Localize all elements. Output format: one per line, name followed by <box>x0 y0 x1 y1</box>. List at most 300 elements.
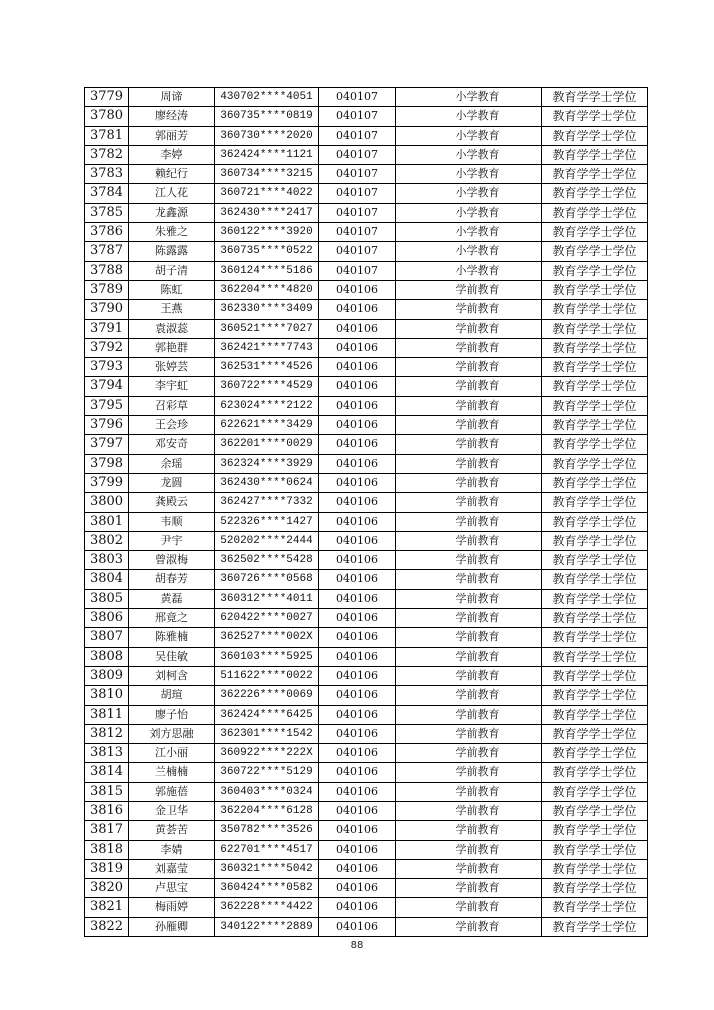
name-cell: 吴佳敏 <box>129 647 215 666</box>
table-row <box>85 628 648 647</box>
degree-cell: 教育学学士学位 <box>542 531 648 550</box>
table-row <box>85 145 648 164</box>
serial-number-cell: 3821 <box>85 898 129 917</box>
table-row <box>85 531 648 550</box>
name-cell: 孙雁卿 <box>129 917 215 936</box>
major-cell: 学前教育 <box>396 898 542 917</box>
table-body <box>85 88 648 937</box>
degree-cell: 教育学学士学位 <box>542 223 648 242</box>
major-cell: 小学教育 <box>396 242 542 261</box>
serial-number-cell: 3798 <box>85 454 129 473</box>
major-code-cell: 040107 <box>319 242 396 261</box>
major-code-cell: 040107 <box>319 184 396 203</box>
major-code-cell: 040106 <box>319 840 396 859</box>
major-code-cell: 040106 <box>319 705 396 724</box>
table-row <box>85 647 648 666</box>
major-cell: 学前教育 <box>396 744 542 763</box>
major-cell: 学前教育 <box>396 628 542 647</box>
table-row <box>85 358 648 377</box>
major-cell: 学前教育 <box>396 512 542 531</box>
major-cell: 学前教育 <box>396 435 542 454</box>
table-row <box>85 223 648 242</box>
name-cell: 邓安奇 <box>129 435 215 454</box>
id-number-cell: 430702****4051 <box>215 88 319 107</box>
degree-cell: 教育学学士学位 <box>542 493 648 512</box>
page-number: 88 <box>350 940 364 951</box>
table-row <box>85 493 648 512</box>
id-number-cell: 362201****0029 <box>215 435 319 454</box>
major-cell: 学前教育 <box>396 454 542 473</box>
name-cell: 金卫华 <box>129 801 215 820</box>
major-code-cell: 040106 <box>319 724 396 743</box>
id-number-cell: 362430****2417 <box>215 203 319 222</box>
name-cell: 兰楠楠 <box>129 763 215 782</box>
serial-number-cell: 3813 <box>85 744 129 763</box>
major-cell: 学前教育 <box>396 473 542 492</box>
degree-cell: 教育学学士学位 <box>542 280 648 299</box>
table-row <box>85 859 648 878</box>
id-number-cell: 350782****3526 <box>215 821 319 840</box>
id-number-cell: 362301****1542 <box>215 724 319 743</box>
serial-number-cell: 3807 <box>85 628 129 647</box>
major-code-cell: 040106 <box>319 396 396 415</box>
table-row <box>85 280 648 299</box>
serial-number-cell: 3796 <box>85 416 129 435</box>
major-code-cell: 040106 <box>319 589 396 608</box>
major-code-cell: 040106 <box>319 473 396 492</box>
major-code-cell: 040106 <box>319 280 396 299</box>
id-number-cell: 622621****3429 <box>215 416 319 435</box>
major-code-cell: 040106 <box>319 821 396 840</box>
degree-cell: 教育学学士学位 <box>542 358 648 377</box>
id-number-cell: 362424****6425 <box>215 705 319 724</box>
major-cell: 小学教育 <box>396 88 542 107</box>
major-code-cell: 040106 <box>319 454 396 473</box>
serial-number-cell: 3788 <box>85 261 129 280</box>
name-cell: 李婷 <box>129 145 215 164</box>
name-cell: 刘柯含 <box>129 666 215 685</box>
degree-cell: 教育学学士学位 <box>542 396 648 415</box>
major-code-cell: 040107 <box>319 126 396 145</box>
major-code-cell: 040106 <box>319 338 396 357</box>
id-number-cell: 362226****0069 <box>215 686 319 705</box>
table-row <box>85 435 648 454</box>
name-cell: 陈雅楠 <box>129 628 215 647</box>
id-number-cell: 362228****4422 <box>215 898 319 917</box>
major-code-cell: 040106 <box>319 744 396 763</box>
serial-number-cell: 3817 <box>85 821 129 840</box>
name-cell: 龚殿云 <box>129 493 215 512</box>
id-number-cell: 360424****0582 <box>215 879 319 898</box>
name-cell: 郭施蓓 <box>129 782 215 801</box>
serial-number-cell: 3781 <box>85 126 129 145</box>
name-cell: 龙鑫源 <box>129 203 215 222</box>
name-cell: 廖经涛 <box>129 107 215 126</box>
serial-number-cell: 3789 <box>85 280 129 299</box>
name-cell: 胡春芳 <box>129 570 215 589</box>
degree-cell: 教育学学士学位 <box>542 126 648 145</box>
name-cell: 王燕 <box>129 300 215 319</box>
degree-cell: 教育学学士学位 <box>542 300 648 319</box>
degree-cell: 教育学学士学位 <box>542 107 648 126</box>
serial-number-cell: 3812 <box>85 724 129 743</box>
serial-number-cell: 3787 <box>85 242 129 261</box>
id-number-cell: 360922****222X <box>215 744 319 763</box>
degree-cell: 教育学学士学位 <box>542 724 648 743</box>
table-row <box>85 319 648 338</box>
major-cell: 学前教育 <box>396 493 542 512</box>
serial-number-cell: 3820 <box>85 879 129 898</box>
major-cell: 学前教育 <box>396 705 542 724</box>
major-cell: 学前教育 <box>396 801 542 820</box>
major-code-cell: 040107 <box>319 203 396 222</box>
id-number-cell: 362502****5428 <box>215 551 319 570</box>
id-number-cell: 362527****002X <box>215 628 319 647</box>
major-cell: 小学教育 <box>396 184 542 203</box>
serial-number-cell: 3786 <box>85 223 129 242</box>
id-number-cell: 360321****5042 <box>215 859 319 878</box>
name-cell: 陈露露 <box>129 242 215 261</box>
table-row <box>85 300 648 319</box>
name-cell: 李婧 <box>129 840 215 859</box>
major-code-cell: 040106 <box>319 686 396 705</box>
degree-cell: 教育学学士学位 <box>542 88 648 107</box>
degree-cell: 教育学学士学位 <box>542 879 648 898</box>
major-code-cell: 040106 <box>319 666 396 685</box>
id-number-cell: 622701****4517 <box>215 840 319 859</box>
id-number-cell: 360312****4011 <box>215 589 319 608</box>
major-cell: 学前教育 <box>396 531 542 550</box>
table-row <box>85 416 648 435</box>
degree-cell: 教育学学士学位 <box>542 628 648 647</box>
serial-number-cell: 3780 <box>85 107 129 126</box>
major-cell: 小学教育 <box>396 203 542 222</box>
name-cell: 尹宇 <box>129 531 215 550</box>
table-row <box>85 107 648 126</box>
id-number-cell: 360730****2020 <box>215 126 319 145</box>
major-cell: 学前教育 <box>396 551 542 570</box>
name-cell: 龙圆 <box>129 473 215 492</box>
id-number-cell: 360122****3920 <box>215 223 319 242</box>
degree-cell: 教育学学士学位 <box>542 338 648 357</box>
name-cell: 王会珍 <box>129 416 215 435</box>
id-number-cell: 360722****4529 <box>215 377 319 396</box>
major-code-cell: 040106 <box>319 782 396 801</box>
serial-number-cell: 3803 <box>85 551 129 570</box>
major-cell: 学前教育 <box>396 821 542 840</box>
serial-number-cell: 3800 <box>85 493 129 512</box>
serial-number-cell: 3801 <box>85 512 129 531</box>
major-code-cell: 040106 <box>319 358 396 377</box>
table-row <box>85 917 648 936</box>
id-number-cell: 362421****7743 <box>215 338 319 357</box>
degree-cell: 教育学学士学位 <box>542 744 648 763</box>
major-cell: 小学教育 <box>396 145 542 164</box>
table-row <box>85 338 648 357</box>
id-number-cell: 360734****3215 <box>215 165 319 184</box>
name-cell: 江小丽 <box>129 744 215 763</box>
id-number-cell: 362424****1121 <box>215 145 319 164</box>
id-number-cell: 360726****0568 <box>215 570 319 589</box>
major-code-cell: 040106 <box>319 300 396 319</box>
serial-number-cell: 3810 <box>85 686 129 705</box>
table-row <box>85 165 648 184</box>
major-cell: 学前教育 <box>396 300 542 319</box>
serial-number-cell: 3792 <box>85 338 129 357</box>
major-cell: 学前教育 <box>396 609 542 628</box>
degree-cell: 教育学学士学位 <box>542 859 648 878</box>
degree-cell: 教育学学士学位 <box>542 512 648 531</box>
table-row <box>85 609 648 628</box>
degree-cell: 教育学学士学位 <box>542 377 648 396</box>
major-code-cell: 040106 <box>319 551 396 570</box>
table-row <box>85 898 648 917</box>
table-row <box>85 512 648 531</box>
serial-number-cell: 3797 <box>85 435 129 454</box>
major-code-cell: 040107 <box>319 223 396 242</box>
serial-number-cell: 3791 <box>85 319 129 338</box>
major-cell: 学前教育 <box>396 280 542 299</box>
table-row <box>85 763 648 782</box>
major-code-cell: 040106 <box>319 879 396 898</box>
name-cell: 刘嘉莹 <box>129 859 215 878</box>
id-number-cell: 362430****0624 <box>215 473 319 492</box>
id-number-cell: 520202****2444 <box>215 531 319 550</box>
id-number-cell: 360735****0819 <box>215 107 319 126</box>
major-code-cell: 040107 <box>319 165 396 184</box>
name-cell: 胡瑄 <box>129 686 215 705</box>
name-cell: 朱雅之 <box>129 223 215 242</box>
id-number-cell: 623024****2122 <box>215 396 319 415</box>
major-code-cell: 040106 <box>319 493 396 512</box>
degree-cell: 教育学学士学位 <box>542 821 648 840</box>
name-cell: 余瑶 <box>129 454 215 473</box>
table-row <box>85 570 648 589</box>
table-row <box>85 261 648 280</box>
serial-number-cell: 3818 <box>85 840 129 859</box>
id-number-cell: 362427****7332 <box>215 493 319 512</box>
serial-number-cell: 3794 <box>85 377 129 396</box>
name-cell: 黄荟苦 <box>129 821 215 840</box>
major-code-cell: 040106 <box>319 647 396 666</box>
name-cell: 江人花 <box>129 184 215 203</box>
id-number-cell: 360103****5925 <box>215 647 319 666</box>
degree-cell: 教育学学士学位 <box>542 647 648 666</box>
id-number-cell: 362330****3409 <box>215 300 319 319</box>
degree-cell: 教育学学士学位 <box>542 435 648 454</box>
major-cell: 小学教育 <box>396 165 542 184</box>
major-code-cell: 040106 <box>319 801 396 820</box>
name-cell: 韦顺 <box>129 512 215 531</box>
name-cell: 张婷芸 <box>129 358 215 377</box>
id-number-cell: 362204****6128 <box>215 801 319 820</box>
major-code-cell: 040107 <box>319 145 396 164</box>
table-row <box>85 782 648 801</box>
degree-cell: 教育学学士学位 <box>542 473 648 492</box>
table-row <box>85 686 648 705</box>
degree-cell: 教育学学士学位 <box>542 801 648 820</box>
degree-cell: 教育学学士学位 <box>542 589 648 608</box>
name-cell: 曾淑梅 <box>129 551 215 570</box>
serial-number-cell: 3785 <box>85 203 129 222</box>
major-code-cell: 040106 <box>319 628 396 647</box>
name-cell: 赖纪行 <box>129 165 215 184</box>
table-row <box>85 879 648 898</box>
degree-cell: 教育学学士学位 <box>542 184 648 203</box>
table-row <box>85 377 648 396</box>
serial-number-cell: 3822 <box>85 917 129 936</box>
name-cell: 卢思宝 <box>129 879 215 898</box>
serial-number-cell: 3809 <box>85 666 129 685</box>
serial-number-cell: 3815 <box>85 782 129 801</box>
serial-number-cell: 3795 <box>85 396 129 415</box>
degree-cell: 教育学学士学位 <box>542 782 648 801</box>
major-cell: 学前教育 <box>396 396 542 415</box>
major-cell: 学前教育 <box>396 782 542 801</box>
serial-number-cell: 3806 <box>85 609 129 628</box>
id-number-cell: 620422****0027 <box>215 609 319 628</box>
table-row <box>85 88 648 107</box>
major-cell: 学前教育 <box>396 666 542 685</box>
major-cell: 学前教育 <box>396 840 542 859</box>
table-row <box>85 821 648 840</box>
table-row <box>85 454 648 473</box>
major-cell: 学前教育 <box>396 686 542 705</box>
graduate-degree-table <box>84 87 648 937</box>
name-cell: 邢竟之 <box>129 609 215 628</box>
degree-cell: 教育学学士学位 <box>542 609 648 628</box>
degree-cell: 教育学学士学位 <box>542 242 648 261</box>
major-cell: 学前教育 <box>396 358 542 377</box>
table-row <box>85 840 648 859</box>
major-cell: 小学教育 <box>396 223 542 242</box>
major-cell: 小学教育 <box>396 126 542 145</box>
id-number-cell: 362204****4820 <box>215 280 319 299</box>
table-row <box>85 242 648 261</box>
table-row <box>85 666 648 685</box>
major-code-cell: 040106 <box>319 319 396 338</box>
major-code-cell: 040106 <box>319 531 396 550</box>
degree-cell: 教育学学士学位 <box>542 261 648 280</box>
table-row <box>85 473 648 492</box>
major-cell: 学前教育 <box>396 763 542 782</box>
id-number-cell: 360124****5186 <box>215 261 319 280</box>
serial-number-cell: 3814 <box>85 763 129 782</box>
id-number-cell: 360721****4022 <box>215 184 319 203</box>
table-row <box>85 184 648 203</box>
serial-number-cell: 3793 <box>85 358 129 377</box>
major-cell: 学前教育 <box>396 589 542 608</box>
degree-cell: 教育学学士学位 <box>542 416 648 435</box>
name-cell: 刘方思融 <box>129 724 215 743</box>
id-number-cell: 522326****1427 <box>215 512 319 531</box>
degree-cell: 教育学学士学位 <box>542 686 648 705</box>
name-cell: 黄磊 <box>129 589 215 608</box>
major-code-cell: 040106 <box>319 377 396 396</box>
table-row <box>85 203 648 222</box>
id-number-cell: 360521****7027 <box>215 319 319 338</box>
major-cell: 学前教育 <box>396 859 542 878</box>
serial-number-cell: 3784 <box>85 184 129 203</box>
major-code-cell: 040106 <box>319 898 396 917</box>
major-code-cell: 040106 <box>319 859 396 878</box>
major-cell: 学前教育 <box>396 319 542 338</box>
table-row <box>85 744 648 763</box>
name-cell: 梅雨婷 <box>129 898 215 917</box>
degree-cell: 教育学学士学位 <box>542 705 648 724</box>
major-code-cell: 040107 <box>319 88 396 107</box>
serial-number-cell: 3816 <box>85 801 129 820</box>
id-number-cell: 511622****0022 <box>215 666 319 685</box>
id-number-cell: 362531****4526 <box>215 358 319 377</box>
major-cell: 小学教育 <box>396 107 542 126</box>
id-number-cell: 360722****5129 <box>215 763 319 782</box>
table-row <box>85 396 648 415</box>
major-cell: 学前教育 <box>396 416 542 435</box>
major-cell: 学前教育 <box>396 917 542 936</box>
serial-number-cell: 3799 <box>85 473 129 492</box>
table-row <box>85 801 648 820</box>
table-row <box>85 724 648 743</box>
table-row <box>85 126 648 145</box>
table-row <box>85 589 648 608</box>
name-cell: 周谛 <box>129 88 215 107</box>
major-code-cell: 040106 <box>319 570 396 589</box>
serial-number-cell: 3804 <box>85 570 129 589</box>
major-code-cell: 040106 <box>319 609 396 628</box>
table-row <box>85 551 648 570</box>
major-code-cell: 040106 <box>319 763 396 782</box>
degree-cell: 教育学学士学位 <box>542 570 648 589</box>
serial-number-cell: 3805 <box>85 589 129 608</box>
degree-cell: 教育学学士学位 <box>542 454 648 473</box>
major-cell: 学前教育 <box>396 377 542 396</box>
degree-cell: 教育学学士学位 <box>542 763 648 782</box>
major-code-cell: 040106 <box>319 917 396 936</box>
major-cell: 学前教育 <box>396 647 542 666</box>
major-cell: 小学教育 <box>396 261 542 280</box>
id-number-cell: 360403****0324 <box>215 782 319 801</box>
name-cell: 召彩草 <box>129 396 215 415</box>
degree-cell: 教育学学士学位 <box>542 551 648 570</box>
major-cell: 学前教育 <box>396 570 542 589</box>
id-number-cell: 340122****2889 <box>215 917 319 936</box>
major-code-cell: 040107 <box>319 261 396 280</box>
major-code-cell: 040106 <box>319 435 396 454</box>
degree-cell: 教育学学士学位 <box>542 319 648 338</box>
name-cell: 袁淑蕊 <box>129 319 215 338</box>
serial-number-cell: 3790 <box>85 300 129 319</box>
degree-cell: 教育学学士学位 <box>542 666 648 685</box>
serial-number-cell: 3808 <box>85 647 129 666</box>
name-cell: 胡子清 <box>129 261 215 280</box>
name-cell: 廖子怡 <box>129 705 215 724</box>
degree-cell: 教育学学士学位 <box>542 917 648 936</box>
major-code-cell: 040106 <box>319 512 396 531</box>
serial-number-cell: 3811 <box>85 705 129 724</box>
major-cell: 学前教育 <box>396 879 542 898</box>
id-number-cell: 360735****0522 <box>215 242 319 261</box>
serial-number-cell: 3779 <box>85 88 129 107</box>
id-number-cell: 362324****3929 <box>215 454 319 473</box>
major-cell: 学前教育 <box>396 724 542 743</box>
name-cell: 陈虹 <box>129 280 215 299</box>
serial-number-cell: 3783 <box>85 165 129 184</box>
degree-cell: 教育学学士学位 <box>542 145 648 164</box>
degree-cell: 教育学学士学位 <box>542 898 648 917</box>
name-cell: 郭丽芳 <box>129 126 215 145</box>
major-cell: 学前教育 <box>396 338 542 357</box>
